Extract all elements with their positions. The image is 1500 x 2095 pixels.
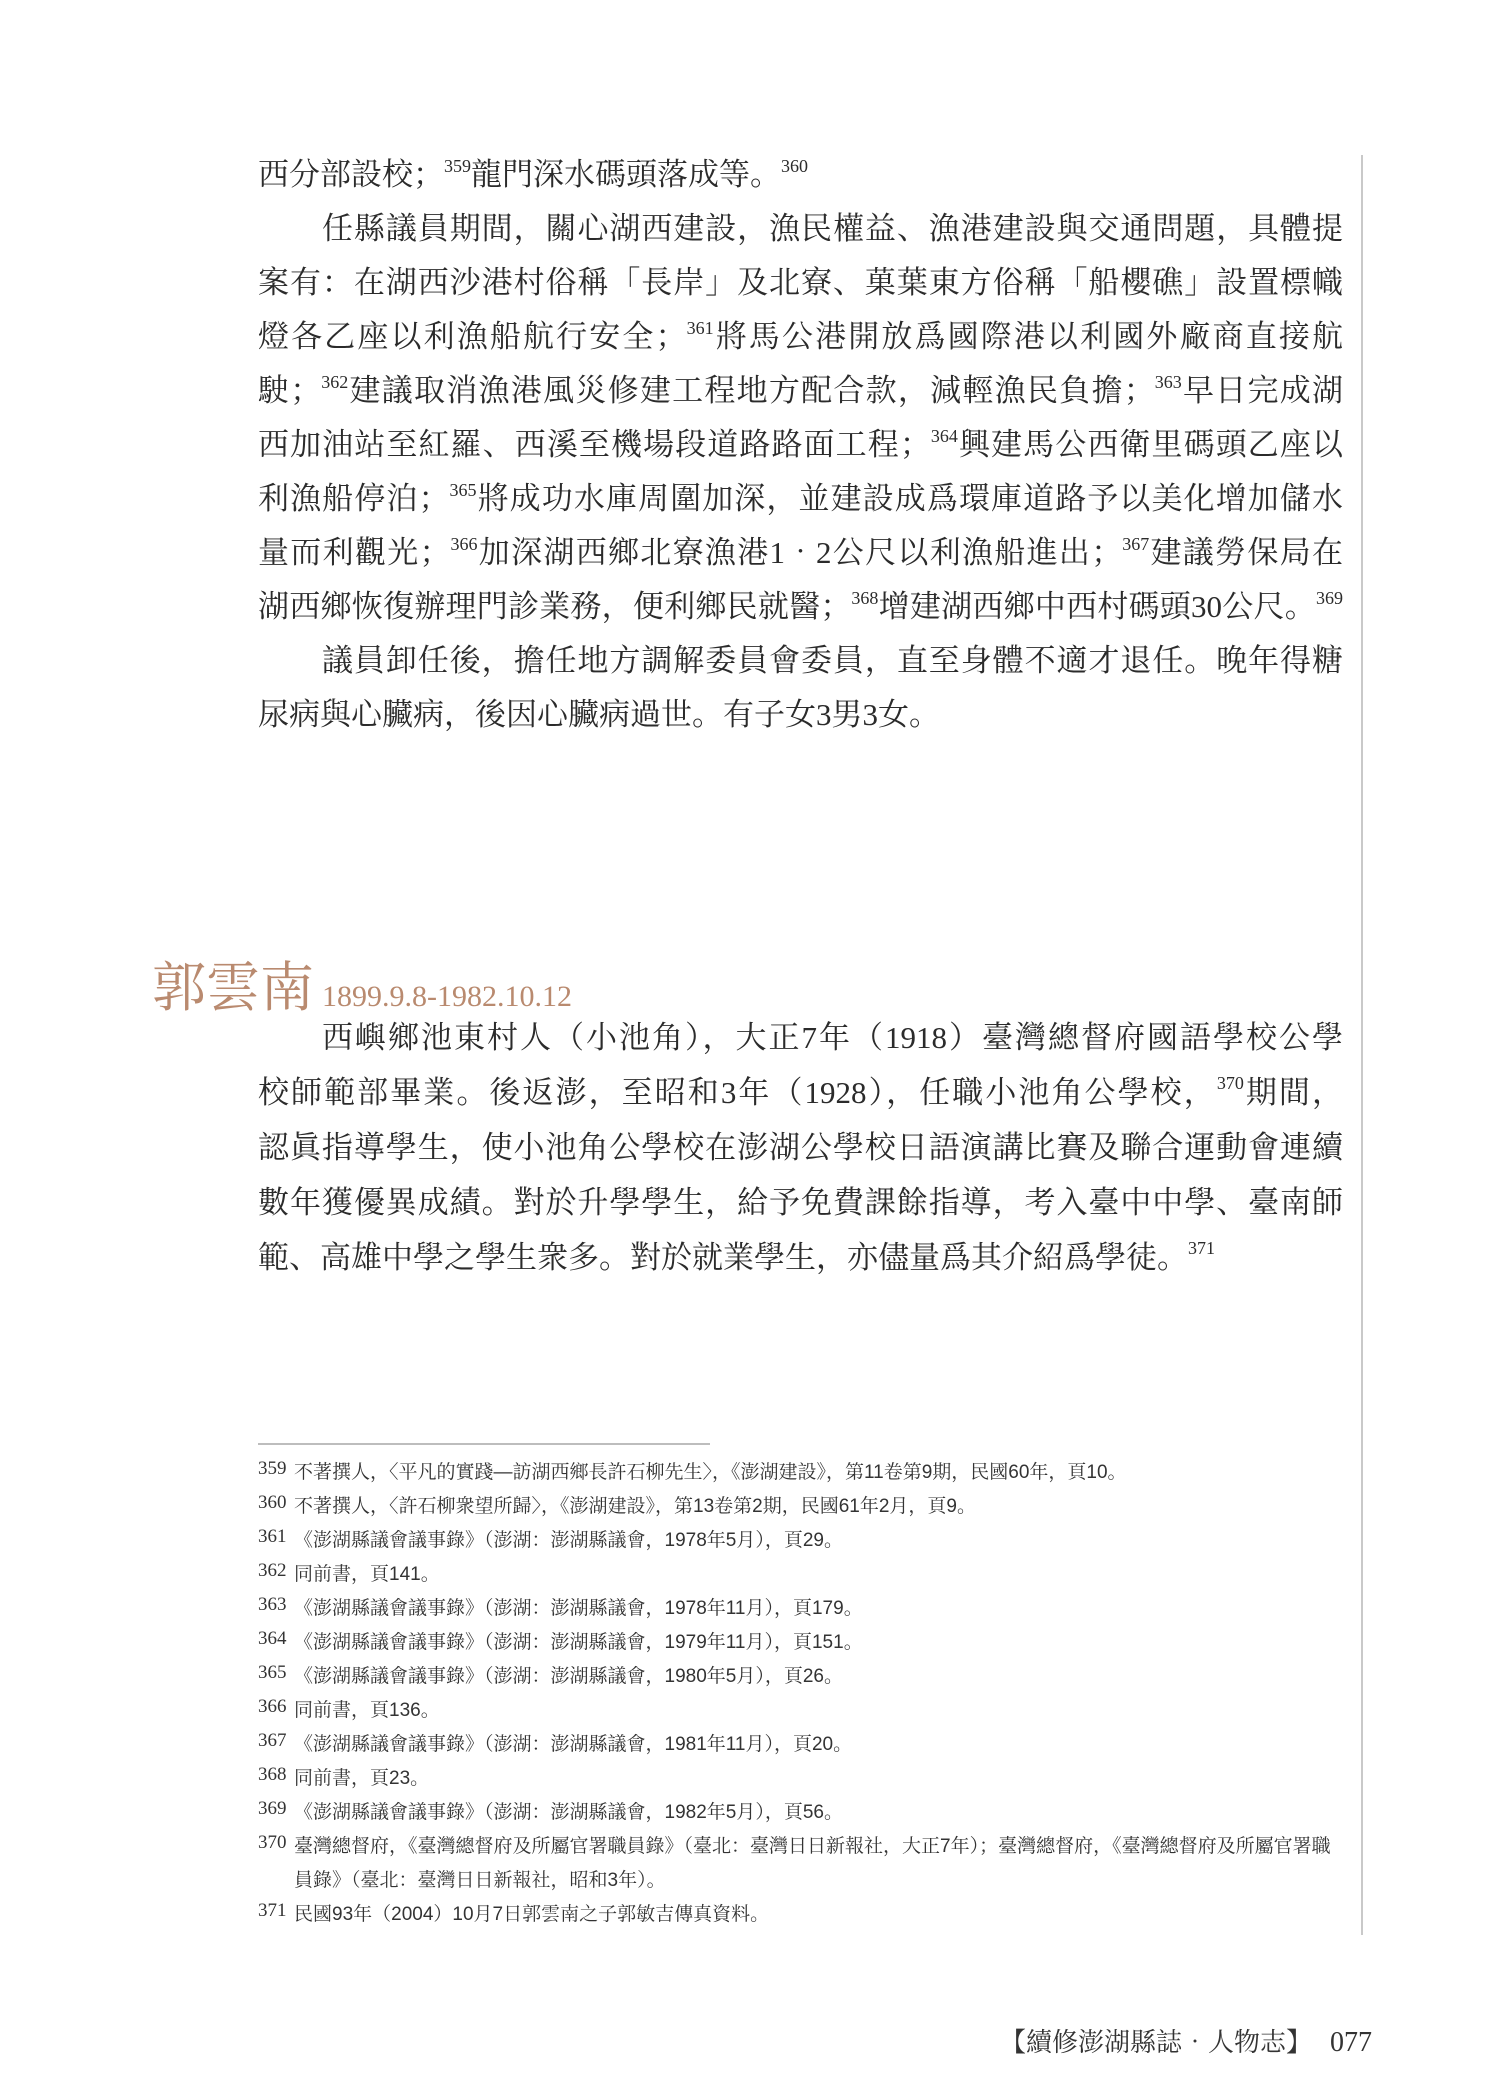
footnote-divider bbox=[258, 1443, 710, 1445]
footnote-reference[interactable]: 363 bbox=[1154, 372, 1182, 392]
footnote-text: 《澎湖縣議會議事錄》（澎湖：澎湖縣議會，1978年11月），頁179。 bbox=[294, 1598, 863, 1619]
footnote-item bbox=[258, 1490, 1348, 1524]
text-run: 案有：在湖西沙港村俗稱「長岸」及北寮、菓葉東方俗稱「船櫻礁」設置標幟 bbox=[258, 265, 1343, 300]
body-text-section-1 bbox=[258, 148, 1343, 742]
text-run: 興建馬公西衛里碼頭乙座以 bbox=[957, 427, 1343, 462]
text-line bbox=[258, 526, 1343, 580]
footnote-number: 367 bbox=[258, 1730, 287, 1751]
text-line bbox=[258, 418, 1343, 472]
footnote-number: 369 bbox=[258, 1798, 287, 1819]
footnote-reference[interactable]: 366 bbox=[450, 534, 478, 554]
text-run: 早日完成湖 bbox=[1181, 373, 1344, 408]
footnote-item bbox=[258, 1660, 1348, 1694]
life-dates: 1899.9.8-1982.10.12 bbox=[322, 980, 572, 1013]
footnote-text: 《澎湖縣議會議事錄》（澎湖：澎湖縣議會，1979年11月），頁151。 bbox=[294, 1632, 863, 1653]
text-run: 西嶼鄉池東村人（小池角），大正7年（1918）臺灣總督府國語學校公學 bbox=[322, 1020, 1343, 1055]
footnote-item bbox=[258, 1728, 1348, 1762]
footnote-number: 360 bbox=[258, 1492, 287, 1513]
footnote-reference[interactable]: 371 bbox=[1188, 1238, 1215, 1258]
footnote-item bbox=[258, 1558, 1348, 1592]
footnote-number: 362 bbox=[258, 1560, 287, 1581]
text-run: 駛； bbox=[258, 373, 322, 408]
text-line bbox=[258, 1010, 1343, 1065]
text-run: 燈各乙座以利漁船航行安全； bbox=[258, 319, 687, 354]
footnote-reference[interactable]: 370 bbox=[1216, 1073, 1244, 1093]
text-line bbox=[258, 1230, 1343, 1285]
text-run: 建議取消漁港風災修建工程地方配合款，減輕漁民負擔； bbox=[348, 373, 1155, 408]
text-run: 校師範部畢業。後返澎，至昭和3年（1928），任職小池角公學校， bbox=[258, 1075, 1217, 1110]
footnote-text: 同前書，頁141。 bbox=[294, 1564, 440, 1585]
text-line bbox=[258, 634, 1343, 688]
footnote-reference[interactable]: 360 bbox=[781, 156, 808, 176]
footnote-item bbox=[258, 1524, 1348, 1558]
footnote-text: 同前書，頁23。 bbox=[294, 1768, 430, 1789]
footnotes bbox=[258, 1456, 1348, 1932]
page-number: 077 bbox=[1330, 2027, 1372, 2058]
text-run: 龍門深水碼頭落成等。 bbox=[471, 157, 781, 192]
text-line bbox=[258, 1175, 1343, 1230]
footnote-reference[interactable]: 368 bbox=[851, 588, 879, 608]
text-run: 任縣議員期間，關心湖西建設，漁民權益、漁港建設與交通問題，具體提 bbox=[322, 211, 1343, 246]
text-run: 加深湖西鄉北寮漁港1‧2公尺以利漁船進出； bbox=[477, 535, 1123, 570]
text-line bbox=[258, 688, 1343, 742]
footnote-item bbox=[258, 1456, 1348, 1490]
footnote-item bbox=[258, 1830, 1348, 1898]
footnote-number: 364 bbox=[258, 1628, 287, 1649]
person-name: 郭雲南 bbox=[152, 958, 314, 1018]
text-run: 數年獲優異成績。對於升學學生，給予免費課餘指導，考入臺中中學、臺南師 bbox=[258, 1185, 1343, 1220]
footnote-number: 363 bbox=[258, 1594, 287, 1615]
footnote-text: 《澎湖縣議會議事錄》（澎湖：澎湖縣議會，1978年5月），頁29。 bbox=[294, 1530, 843, 1551]
footnote-text: 不著撰人，〈許石柳衆望所歸〉，《澎湖建設》，第13卷第2期，民國61年2月，頁9。 bbox=[294, 1496, 976, 1517]
text-line bbox=[258, 148, 1343, 202]
footnote-number: 361 bbox=[258, 1526, 287, 1547]
footnote-number: 365 bbox=[258, 1662, 287, 1683]
text-line bbox=[258, 364, 1343, 418]
footnote-reference[interactable]: 361 bbox=[686, 318, 714, 338]
text-run: 尿病與心臟病，後因心臟病過世。有子女3男3女。 bbox=[258, 697, 940, 732]
text-line bbox=[258, 202, 1343, 256]
footnote-item bbox=[258, 1626, 1348, 1660]
text-line bbox=[258, 310, 1343, 364]
footnote-item bbox=[258, 1694, 1348, 1728]
footnote-number: 371 bbox=[258, 1900, 287, 1921]
text-run: 量而利觀光； bbox=[258, 535, 451, 570]
text-run: 認眞指導學生，使小池角公學校在澎湖公學校日語演講比賽及聯合運動會連續 bbox=[258, 1130, 1343, 1165]
footnote-text: 臺灣總督府，《臺灣總督府及所屬官署職員錄》（臺北：臺灣日日新報社，大正7年）；臺灣總督府，《臺灣總督府及所屬官署職員錄》（臺北：臺灣日日新報社，昭和3年）。 bbox=[294, 1836, 1331, 1891]
text-run: 範、高雄中學之學生衆多。對於就業學生，亦儘量爲其介紹爲學徒。 bbox=[258, 1240, 1188, 1275]
text-run: 西加油站至紅羅、西溪至機場段道路路面工程； bbox=[258, 427, 931, 462]
text-run: 將馬公港開放爲國際港以利國外廠商直接航 bbox=[713, 319, 1344, 354]
text-run: 期間， bbox=[1243, 1075, 1343, 1110]
footnote-number: 366 bbox=[258, 1696, 287, 1717]
text-run: 議員卸任後，擔任地方調解委員會委員，直至身體不適才退任。晚年得糖 bbox=[322, 643, 1343, 678]
text-line bbox=[258, 1065, 1343, 1120]
footnote-number: 370 bbox=[258, 1832, 287, 1853]
body-text-section-2 bbox=[258, 1010, 1343, 1285]
footnote-reference[interactable]: 369 bbox=[1316, 588, 1344, 608]
footnote-text: 民國93年（2004）10月7日郭雲南之子郭敏吉傳真資料。 bbox=[294, 1904, 770, 1925]
text-run: 湖西鄉恢復辦理門診業務，便利鄉民就醫； bbox=[258, 589, 852, 624]
footnote-text: 同前書，頁136。 bbox=[294, 1700, 440, 1721]
text-line bbox=[258, 580, 1343, 634]
margin-rule bbox=[1361, 155, 1363, 1935]
book-title: 【續修澎湖縣誌‧人物志】 bbox=[999, 2028, 1312, 2057]
text-run: 將成功水庫周圍加深，並建設成爲環庫道路予以美化增加儲水 bbox=[476, 481, 1343, 516]
footnote-item bbox=[258, 1762, 1348, 1796]
footnote-text: 不著撰人，〈平凡的實踐—訪湖西鄉長許石柳先生〉，《澎湖建設》，第11卷第9期，民國60年，頁10。 bbox=[294, 1462, 1127, 1483]
text-run: 增建湖西鄉中西村碼頭30公尺。 bbox=[878, 589, 1317, 624]
footnote-text: 《澎湖縣議會議事錄》（澎湖：澎湖縣議會，1980年5月），頁26。 bbox=[294, 1666, 843, 1687]
footnote-item bbox=[258, 1898, 1348, 1932]
text-run: 建議勞保局在 bbox=[1149, 535, 1344, 570]
footnote-text: 《澎湖縣議會議事錄》（澎湖：澎湖縣議會，1981年11月），頁20。 bbox=[294, 1734, 853, 1755]
footnote-reference[interactable]: 365 bbox=[449, 480, 477, 500]
footnote-number: 368 bbox=[258, 1764, 287, 1785]
footnote-reference[interactable]: 362 bbox=[321, 372, 349, 392]
footnote-number: 359 bbox=[258, 1458, 287, 1479]
text-run: 利漁船停泊； bbox=[258, 481, 450, 516]
text-line bbox=[258, 472, 1343, 526]
footnote-item bbox=[258, 1796, 1348, 1830]
footnote-reference[interactable]: 359 bbox=[444, 156, 471, 176]
text-line bbox=[258, 1120, 1343, 1175]
page-footer bbox=[1000, 2022, 1372, 2059]
footnote-reference[interactable]: 364 bbox=[930, 426, 958, 446]
footnote-text: 《澎湖縣議會議事錄》（澎湖：澎湖縣議會，1982年5月），頁56。 bbox=[294, 1802, 843, 1823]
text-line bbox=[258, 256, 1343, 310]
footnote-item bbox=[258, 1592, 1348, 1626]
footnote-reference[interactable]: 367 bbox=[1122, 534, 1150, 554]
text-run: 西分部設校； bbox=[258, 157, 444, 192]
